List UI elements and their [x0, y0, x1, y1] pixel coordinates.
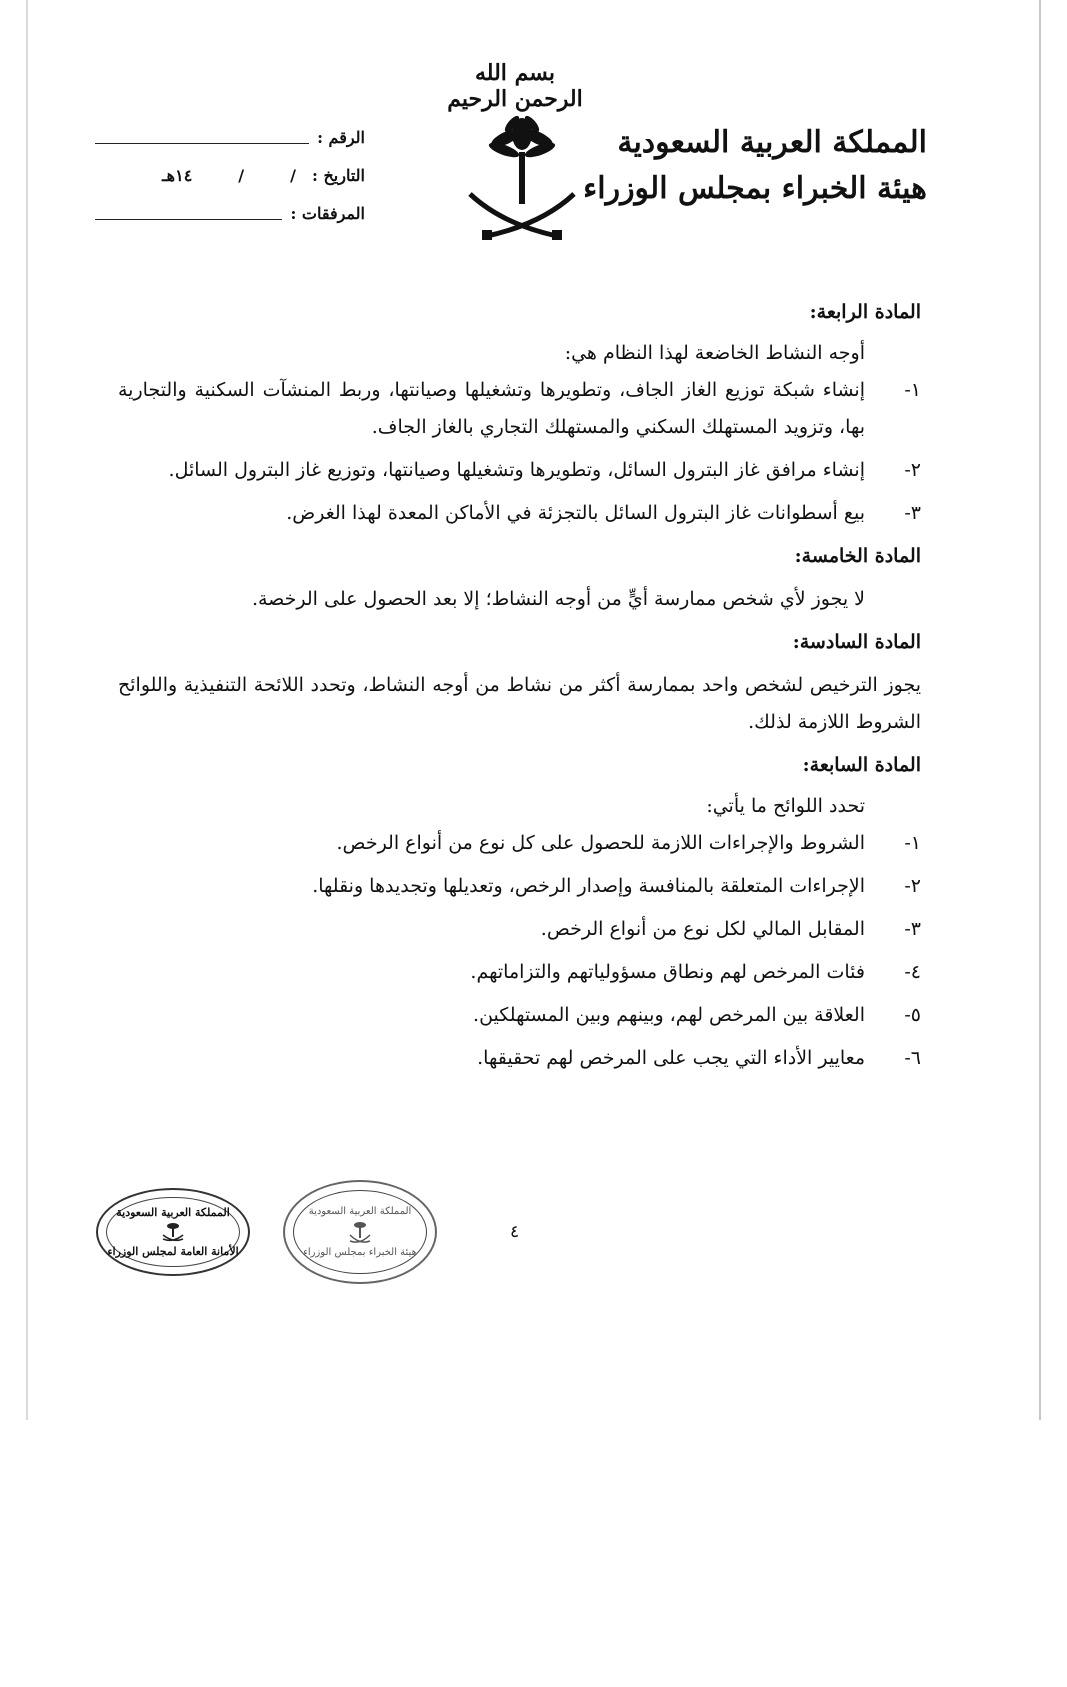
article5-text: لا يجوز لأي شخص ممارسة أيٍّ من أوجه النشاط؛ إلا بعد الحصول على الرخصة. — [251, 588, 865, 610]
date-year: ١٤هـ — [161, 165, 193, 185]
seal-text-bottom: الأمانة العامة لمجلس الوزراء — [107, 1245, 239, 1258]
experts-commission-seal — [283, 1180, 437, 1284]
seal-text-bottom: هيئة الخبراء بمجلس الوزراء — [303, 1247, 417, 1258]
page-edge-left — [26, 0, 28, 1420]
list-item-text: الإجراءات المتعلقة بالمنافسة وإصدار الرخص، وتعديلها وتجديدها ونقلها. — [312, 875, 865, 897]
document-body — [118, 290, 921, 1083]
reference-number-row — [95, 118, 365, 156]
article7-intro: تحدد اللوائح ما يأتي: — [706, 795, 865, 817]
reference-number-line — [95, 131, 309, 144]
article4-heading: المادة الرابعة: — [809, 301, 921, 323]
reference-number-label: الرقم : — [317, 127, 365, 147]
org-name-line1: المملكة العربية السعودية — [617, 125, 927, 160]
article4-list — [118, 372, 921, 532]
article4-intro: أوجه النشاط الخاضعة لهذا النظام هي: — [564, 342, 865, 364]
article5-heading: المادة الخامسة: — [794, 545, 921, 567]
list-item-text: إنشاء مرافق غاز البترول السائل، وتطويرها وتشغيلها وصيانتها، وتوزيع غاز البترول السائل. — [168, 459, 865, 481]
list-item-number: ٦- — [904, 1047, 921, 1069]
list-item-text: معايير الأداء التي يجب على المرخص لهم تحقيقها. — [477, 1047, 865, 1069]
list-item-number: ٥- — [904, 1004, 921, 1026]
list-item — [118, 1040, 921, 1077]
attachments-row — [95, 194, 365, 232]
list-item-text: الشروط والإجراءات اللازمة للحصول على كل نوع من أنواع الرخص. — [336, 832, 865, 854]
list-item-number: ٣- — [904, 502, 921, 524]
article6-text: يجوز الترخيص لشخص واحد بممارسة أكثر من نشاط من أوجه النشاط، وتحدد اللائحة التنفيذية واللوائح الشروط اللازمة لذلك. — [118, 674, 921, 733]
seal-inner-ring — [293, 1190, 427, 1274]
list-item — [118, 911, 921, 948]
list-item-number: ٤- — [904, 961, 921, 983]
list-item — [118, 825, 921, 862]
list-item-text: المقابل المالي لكل نوع من أنواع الرخص. — [540, 918, 865, 940]
date-slash: / — [238, 165, 245, 185]
attachments-label: المرفقات : — [290, 203, 365, 223]
basmala: بسم الله الرحمن الرحيم — [447, 60, 583, 112]
page-number: ٤ — [510, 1222, 520, 1242]
seal-text-top: المملكة العربية السعودية — [116, 1206, 230, 1219]
page-edge-right — [1039, 0, 1041, 1420]
reference-block — [95, 118, 365, 232]
attachments-line — [95, 207, 282, 220]
seal-inner-ring — [106, 1197, 240, 1268]
secretariat-seal — [96, 1188, 250, 1276]
letterhead — [583, 120, 927, 212]
org-name-line2: هيئة الخبراء بمجلس الوزراء — [583, 171, 927, 206]
list-item-number: ٣- — [904, 918, 921, 940]
date-row — [95, 156, 365, 194]
list-item-number: ٢- — [904, 875, 921, 897]
seal-text-top: المملكة العربية السعودية — [308, 1206, 412, 1217]
list-item-text: العلاقة بين المرخص لهم، وبينهم وبين المستهلكين. — [473, 1004, 865, 1026]
list-item — [118, 954, 921, 991]
list-item-text: إنشاء شبكة توزيع الغاز الجاف، وتطويرها وتشغيلها وصيانتها، وربط المنشآت السكنية والتجارية بها، وتزويد المستهلك السكني والمستهلك التجاري بالغاز الجاف. — [118, 379, 865, 438]
date-slash: / — [290, 165, 296, 185]
list-item-text: بيع أسطوانات غاز البترول السائل بالتجزئة في الأماكن المعدة لهذا الغرض. — [286, 502, 865, 524]
list-item — [118, 495, 921, 532]
date-value — [162, 166, 296, 185]
saudi-emblem-icon — [462, 112, 582, 247]
list-item — [118, 868, 921, 905]
palm-swords-icon — [160, 1221, 186, 1243]
palm-swords-icon — [347, 1219, 373, 1245]
list-item — [118, 372, 921, 446]
list-item-number: ١- — [904, 832, 921, 854]
article7-list — [118, 825, 921, 1077]
date-label: التاريخ : — [311, 165, 365, 185]
list-item-number: ٢- — [904, 459, 921, 481]
list-item-text: فئات المرخص لهم ونطاق مسؤولياتهم والتزاماتهم. — [470, 961, 865, 983]
list-item-number: ١- — [904, 379, 921, 401]
list-item — [118, 997, 921, 1034]
article6-heading: المادة السادسة: — [792, 631, 921, 653]
article7-heading: المادة السابعة: — [802, 754, 921, 776]
list-item — [118, 452, 921, 489]
